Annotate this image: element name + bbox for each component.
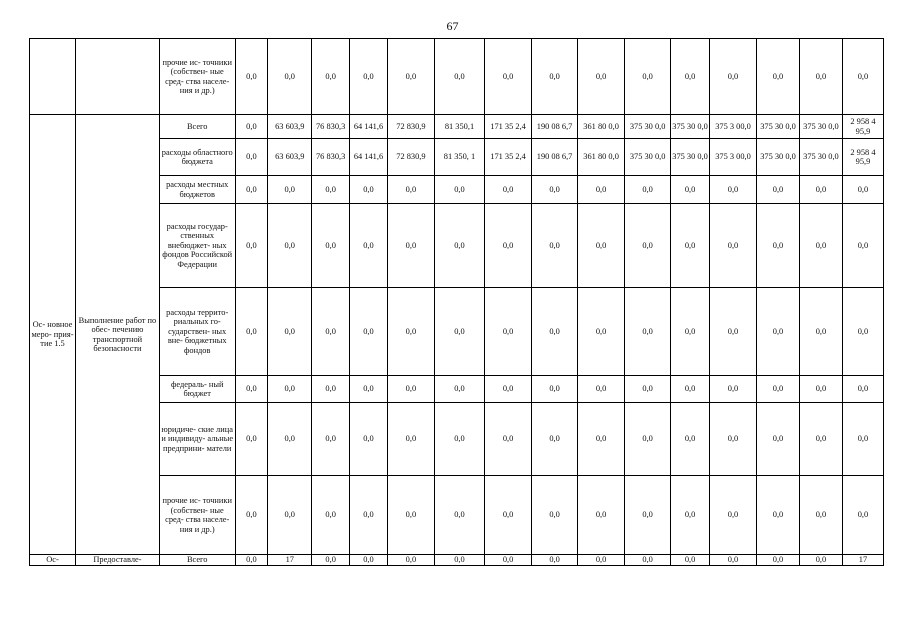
value-cell: 0,0 [578,476,625,555]
value-cell: 0,0 [485,376,532,403]
value-cell: 0,0 [235,204,268,288]
value-cell: 0,0 [312,176,350,204]
value-cell: 76 830,3 [312,139,350,176]
value-cell: 0,0 [350,376,388,403]
value-cell: 0,0 [312,39,350,115]
value-cell: 0,0 [578,39,625,115]
value-cell: 0,0 [709,204,756,288]
value-cell: 0,0 [350,403,388,476]
value-cell: 0,0 [434,39,484,115]
value-cell: 0,0 [625,204,671,288]
value-cell: 171 35 2,4 [485,139,532,176]
value-cell: 81 350, 1 [434,139,484,176]
value-cell: 0,0 [532,288,578,376]
value-cell: 0,0 [485,204,532,288]
event-cell [30,39,76,115]
value-cell: 0,0 [532,39,578,115]
value-cell: 0,0 [268,39,312,115]
value-cell: 0,0 [387,376,434,403]
value-cell: 63 603,9 [268,139,312,176]
value-cell: 0,0 [532,204,578,288]
value-cell: 0,0 [671,176,710,204]
value-cell: 0,0 [625,376,671,403]
value-cell: 361 80 0,0 [578,115,625,139]
source-cell: расходы террито- риальных го- сударствен- ных вне- бюджетных фондов [159,288,235,376]
value-cell: 0,0 [799,39,842,115]
value-cell: 0,0 [842,376,883,403]
value-cell: 0,0 [709,39,756,115]
value-cell: 0,0 [757,555,800,566]
value-cell: 190 08 6,7 [532,139,578,176]
value-cell: 0,0 [625,39,671,115]
source-cell: расходы местных бюджетов [159,176,235,204]
value-cell: 0,0 [578,288,625,376]
value-cell: 0,0 [799,403,842,476]
value-cell: 0,0 [235,115,268,139]
value-cell: 171 35 2,4 [485,115,532,139]
value-cell: 0,0 [485,403,532,476]
source-cell: прочие ис- точники (собствен- ные сред- ства населе- ния и др.) [159,39,235,115]
value-cell: 0,0 [842,288,883,376]
value-cell: 0,0 [671,39,710,115]
value-cell: 0,0 [387,476,434,555]
value-cell: 0,0 [387,403,434,476]
value-cell: 0,0 [350,476,388,555]
value-cell: 375 3 00,0 [709,139,756,176]
value-cell: 375 30 0,0 [671,139,710,176]
value-cell: 0,0 [757,204,800,288]
value-cell: 0,0 [757,176,800,204]
value-cell: 0,0 [799,176,842,204]
value-cell: 0,0 [625,288,671,376]
value-cell: 0,0 [268,376,312,403]
value-cell: 0,0 [578,204,625,288]
value-cell: 0,0 [799,376,842,403]
value-cell: 0,0 [434,176,484,204]
value-cell: 0,0 [434,376,484,403]
value-cell: 375 30 0,0 [799,139,842,176]
value-cell: 0,0 [312,555,350,566]
source-cell: Всего [159,115,235,139]
source-cell: расходы областного бюджета [159,139,235,176]
value-cell: 0,0 [842,176,883,204]
value-cell: 0,0 [709,476,756,555]
source-cell: Всего [159,555,235,566]
value-cell: 0,0 [485,288,532,376]
value-cell: 361 80 0,0 [578,139,625,176]
value-cell: 0,0 [312,476,350,555]
value-cell: 0,0 [268,176,312,204]
value-cell: 0,0 [532,376,578,403]
value-cell: 0,0 [485,39,532,115]
value-cell: 0,0 [235,403,268,476]
value-cell: 0,0 [312,403,350,476]
value-cell: 0,0 [235,176,268,204]
value-cell: 0,0 [434,288,484,376]
value-cell: 0,0 [268,476,312,555]
value-cell: 0,0 [268,204,312,288]
value-cell: 63 603,9 [268,115,312,139]
value-cell: 0,0 [757,476,800,555]
value-cell: 0,0 [268,403,312,476]
table-row [30,115,884,139]
value-cell: 0,0 [625,476,671,555]
value-cell: 0,0 [350,555,388,566]
value-cell: 0,0 [709,176,756,204]
value-cell: 0,0 [485,476,532,555]
description-cell: Выполнение работ по обес- печению транспортной безопасности [76,115,160,555]
value-cell: 375 30 0,0 [671,115,710,139]
value-cell: 0,0 [757,39,800,115]
value-cell: 0,0 [671,555,710,566]
value-cell: 0,0 [387,39,434,115]
value-cell: 0,0 [842,403,883,476]
value-cell: 0,0 [387,288,434,376]
value-cell: 0,0 [235,476,268,555]
value-cell: 0,0 [532,476,578,555]
value-cell: 375 30 0,0 [625,115,671,139]
value-cell: 0,0 [709,403,756,476]
source-cell: прочие ис- точники (собствен- ные сред- ства населе- ния и др.) [159,476,235,555]
value-cell: 0,0 [799,288,842,376]
value-cell: 0,0 [434,555,484,566]
value-cell: 0,0 [799,555,842,566]
value-cell: 375 30 0,0 [757,115,800,139]
value-cell: 375 3 00,0 [709,115,756,139]
value-cell: 0,0 [485,555,532,566]
value-cell: 0,0 [532,176,578,204]
page-number: 67 [446,19,459,33]
value-cell: 0,0 [799,476,842,555]
budget-table [29,38,884,566]
value-cell: 0,0 [235,288,268,376]
value-cell: 0,0 [842,476,883,555]
value-cell: 0,0 [387,204,434,288]
value-cell: 0,0 [350,288,388,376]
source-cell: федераль- ный бюджет [159,376,235,403]
value-cell: 64 141,6 [350,139,388,176]
value-cell: 81 350,1 [434,115,484,139]
value-cell: 0,0 [235,376,268,403]
value-cell: 0,0 [350,39,388,115]
value-cell: 0,0 [625,176,671,204]
value-cell: 0,0 [709,376,756,403]
value-cell: 0,0 [485,176,532,204]
value-cell: 72 830,9 [387,115,434,139]
value-cell: 0,0 [625,403,671,476]
value-cell: 0,0 [757,288,800,376]
value-cell: 64 141,6 [350,115,388,139]
value-cell: 375 30 0,0 [625,139,671,176]
source-cell: расходы государ- ственных внебюджет- ных фондов Российской Федерации [159,204,235,288]
value-cell: 0,0 [235,555,268,566]
value-cell: 0,0 [434,403,484,476]
value-cell: 2 958 4 95,9 [842,139,883,176]
value-cell: 0,0 [842,39,883,115]
value-cell: 0,0 [671,403,710,476]
value-cell: 0,0 [842,204,883,288]
value-cell: 0,0 [578,376,625,403]
value-cell: 76 830,3 [312,115,350,139]
value-cell: 0,0 [312,288,350,376]
table-row [30,555,884,566]
value-cell: 0,0 [625,555,671,566]
value-cell: 0,0 [350,204,388,288]
value-cell: 0,0 [532,555,578,566]
value-cell: 375 30 0,0 [799,115,842,139]
value-cell: 0,0 [709,288,756,376]
value-cell: 0,0 [671,288,710,376]
value-cell: 0,0 [235,139,268,176]
value-cell: 0,0 [757,403,800,476]
event-cell: Ос- [30,555,76,566]
value-cell: 0,0 [312,376,350,403]
value-cell: 375 30 0,0 [757,139,800,176]
value-cell: 0,0 [578,176,625,204]
source-cell: юридиче- ские лица и индивиду- альные предприни- матели [159,403,235,476]
value-cell: 0,0 [578,555,625,566]
value-cell: 0,0 [235,39,268,115]
value-cell: 2 958 4 95,9 [842,115,883,139]
value-cell: 0,0 [268,288,312,376]
value-cell: 17 [268,555,312,566]
description-cell [76,39,160,115]
value-cell: 0,0 [532,403,578,476]
value-cell: 190 08 6,7 [532,115,578,139]
value-cell: 0,0 [434,204,484,288]
value-cell: 72 830,9 [387,139,434,176]
value-cell: 0,0 [387,176,434,204]
value-cell: 0,0 [387,555,434,566]
description-cell: Предоставле- [76,555,160,566]
value-cell: 0,0 [578,403,625,476]
value-cell: 0,0 [671,376,710,403]
event-cell: Ос- новное меро- прия- тие 1.5 [30,115,76,555]
value-cell: 0,0 [350,176,388,204]
value-cell: 0,0 [709,555,756,566]
value-cell: 17 [842,555,883,566]
table-row [30,39,884,115]
value-cell: 0,0 [671,204,710,288]
value-cell: 0,0 [434,476,484,555]
value-cell: 0,0 [757,376,800,403]
value-cell: 0,0 [312,204,350,288]
value-cell: 0,0 [799,204,842,288]
value-cell: 0,0 [671,476,710,555]
